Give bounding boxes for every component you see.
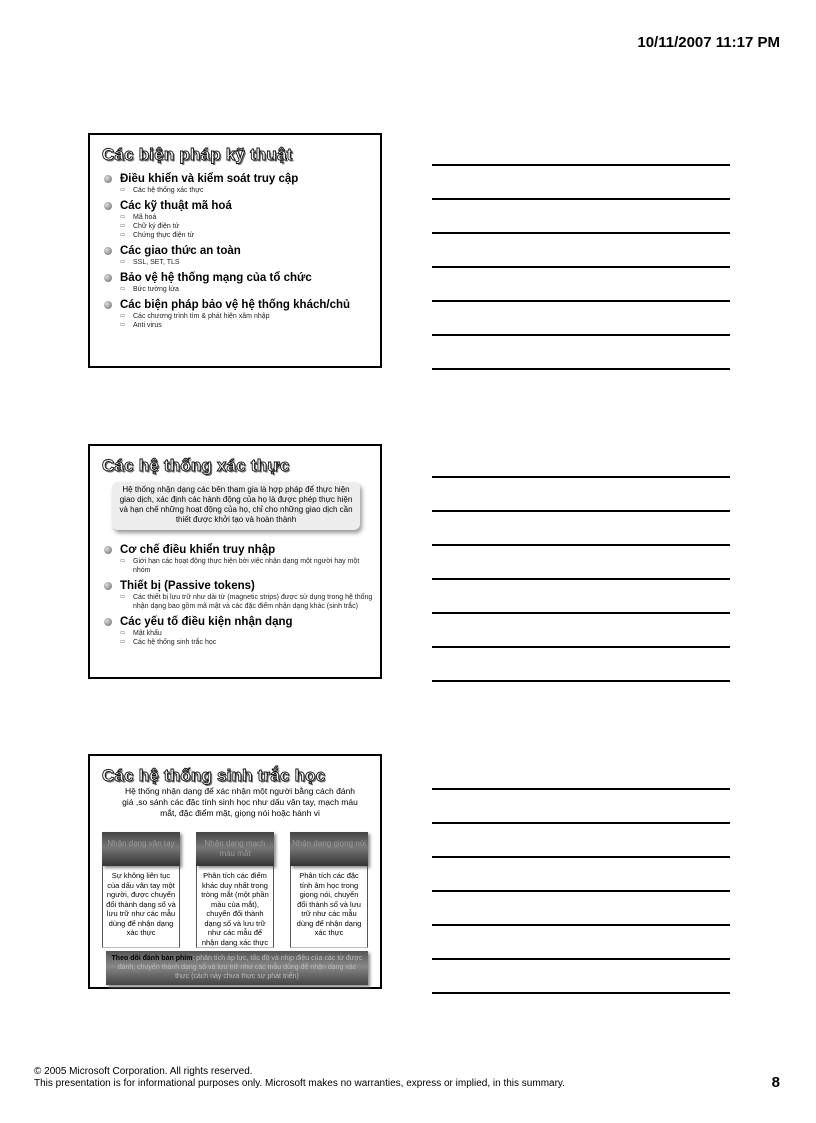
print-timestamp: 10/11/2007 11:17 PM <box>637 34 780 51</box>
bullet-item <box>104 172 374 186</box>
bullet-label: Các yếu tố điều kiện nhận dạng <box>120 616 293 628</box>
bullet-icon <box>104 247 112 255</box>
sub-bullet-label: Mật khẩu <box>133 630 162 637</box>
footer <box>34 1066 565 1090</box>
bullet-label: Các giao thức an toàn <box>120 245 241 257</box>
bullet-item <box>104 579 374 593</box>
column-text: Phân tích các đặc tính âm học trong giọng nói, chuyển đổi thành số và lưu trữ như các mẫu dùng để nhận dạng xác thực <box>290 866 368 948</box>
sub-bullet-icon: ▭ <box>120 313 126 319</box>
column-text: Sự không liên tục của dấu vân tay một người, được chuyển đổi thành dạng số và lưu trữ như các mẫu dùng để nhận dạng xác thực <box>102 866 180 948</box>
sub-bullet <box>120 557 374 575</box>
sub-bullet <box>120 312 374 321</box>
sub-bullet-icon: ▭ <box>120 558 126 564</box>
column-header: Nhận dạng vân tay <box>102 832 180 866</box>
slide-title: Các biện pháp kỹ thuật <box>102 145 293 164</box>
sub-bullet-label: Giới hạn các hoạt động thực hiện bởi việc nhận dạng một người hay một nhóm <box>133 558 360 574</box>
slide-body <box>104 171 374 330</box>
sub-bullet-label: Các hệ thống sinh trắc học <box>133 639 217 646</box>
sub-bullet-icon: ▭ <box>120 187 126 193</box>
slide-body <box>104 542 374 647</box>
sub-bullet-label: Các thiết bị lưu trữ như dải từ (magnetic strips) được sử dụng trong hệ thống nhận dạng bao gồm mã mật và các đặc điểm nhận dạng khác (sinh trắc) <box>133 594 373 610</box>
sub-bullet <box>120 285 374 294</box>
sub-bullet-icon: ▭ <box>120 639 126 645</box>
sub-bullet-label: Các hệ thống xác thực <box>133 187 204 194</box>
bullet-icon <box>104 546 112 554</box>
slide-intro: Hệ thống nhận dạng để xác nhận một người bằng cách đánh giá ,so sánh các đặc tính sinh học như dấu vân tay, mạch máu mắt, đặc điểm mặt, giọng nói hoặc hành vi <box>122 786 358 818</box>
copyright-text: © 2005 Microsoft Corporation. All rights reserved. <box>34 1066 253 1077</box>
sub-bullet-label: Mã hoá <box>133 214 157 221</box>
biometric-column <box>290 832 368 948</box>
sub-bullet-icon: ▭ <box>120 259 126 265</box>
page-number: 8 <box>771 1074 780 1091</box>
bullet-icon <box>104 274 112 282</box>
sub-bullet-icon: ▭ <box>120 214 126 220</box>
bullet-icon <box>104 175 112 183</box>
sub-bullet <box>120 222 374 231</box>
sub-bullet-label: Các chương trình tìm & phát hiện xâm nhập <box>133 313 270 320</box>
sub-bullet-icon: ▭ <box>120 286 126 292</box>
bullet-label: Thiết bị (Passive tokens) <box>120 580 255 592</box>
sub-bullet-label: Chứng thực điện tử <box>133 232 195 239</box>
sub-bullet <box>120 629 374 638</box>
slide-thumbnail-2 <box>88 444 382 679</box>
biometric-column <box>102 832 180 948</box>
sub-bullet-icon: ▭ <box>120 232 126 238</box>
sub-bullet <box>120 638 374 647</box>
sub-bullet-label: Chữ ký điện tử <box>133 223 180 230</box>
sub-bullet-label: SSL, SET, TLS <box>133 259 180 266</box>
sub-bullet-icon: ▭ <box>120 630 126 636</box>
sub-bullet-icon: ▭ <box>120 322 126 328</box>
bullet-icon <box>104 618 112 626</box>
disclaimer-text: This presentation is for informational purposes only. Microsoft makes no warranties, express or implied, in this summary. <box>34 1078 565 1089</box>
sub-bullet <box>120 258 374 267</box>
bullet-item <box>104 244 374 258</box>
sub-bullet-label: Bức tường lửa <box>133 286 179 293</box>
biometric-column <box>196 832 274 948</box>
sub-bullet-icon: ▭ <box>120 594 126 600</box>
note-text: : phân tích áp lực, tốc độ và nhịp điệu của các từ được đánh, chuyển thành dạng số và lưu trữ như các mẫu dùng để nhận dạng xác thực (cách này chưa thực sự phát triển) <box>117 955 363 980</box>
keystroke-note <box>106 951 368 985</box>
slide-title: Các hệ thống sinh trắc học <box>102 766 326 785</box>
column-text: Phân tích các điểm khác duy nhất trong tròng mắt (một phần màu của mắt), chuyển đổi thành dạng số và lưu trữ như các mẫu để nhận dạng xác thực <box>196 866 274 948</box>
bullet-item <box>104 199 374 213</box>
sub-bullet <box>120 593 374 611</box>
bullet-label: Các kỹ thuật mã hoá <box>120 200 232 212</box>
column-header: Nhận dạng giọng nói <box>290 832 368 866</box>
bullet-icon <box>104 202 112 210</box>
sub-bullet <box>120 321 374 330</box>
note-title: Theo dõi đánh bàn phím <box>111 955 193 962</box>
bullet-label: Các biện pháp bảo vệ hệ thống khách/chủ <box>120 299 351 311</box>
slide-title: Các hệ thống xác thực <box>102 456 290 475</box>
slide-thumbnail-3 <box>88 754 382 989</box>
definition-callout: Hệ thống nhận dạng các bên tham gia là hợp pháp để thực hiện giao dịch, xác định các hành động của họ là được phép thực hiện và hạn chế những hoạt động của họ, chỉ cho những giao dịch cần thiết được khởi tạo và hoàn thành <box>112 482 360 530</box>
bullet-icon <box>104 301 112 309</box>
bullet-label: Cơ chế điều khiển truy nhập <box>120 544 276 556</box>
sub-bullet-icon: ▭ <box>120 223 126 229</box>
bullet-item <box>104 271 374 285</box>
slide-thumbnail-1 <box>88 133 382 368</box>
bullet-icon <box>104 582 112 590</box>
bullet-item <box>104 298 374 312</box>
bullet-label: Điều khiển và kiểm soát truy cập <box>120 173 299 185</box>
bullet-item <box>104 543 374 557</box>
sub-bullet <box>120 186 374 195</box>
sub-bullet-label: Anti virus <box>133 322 162 329</box>
bullet-label: Bảo vệ hệ thống mạng của tổ chức <box>120 272 312 284</box>
sub-bullet <box>120 231 374 240</box>
column-header: Nhận dạng mạch máu mắt <box>196 832 274 866</box>
biometric-columns <box>102 832 370 948</box>
bullet-item <box>104 615 374 629</box>
sub-bullet <box>120 213 374 222</box>
